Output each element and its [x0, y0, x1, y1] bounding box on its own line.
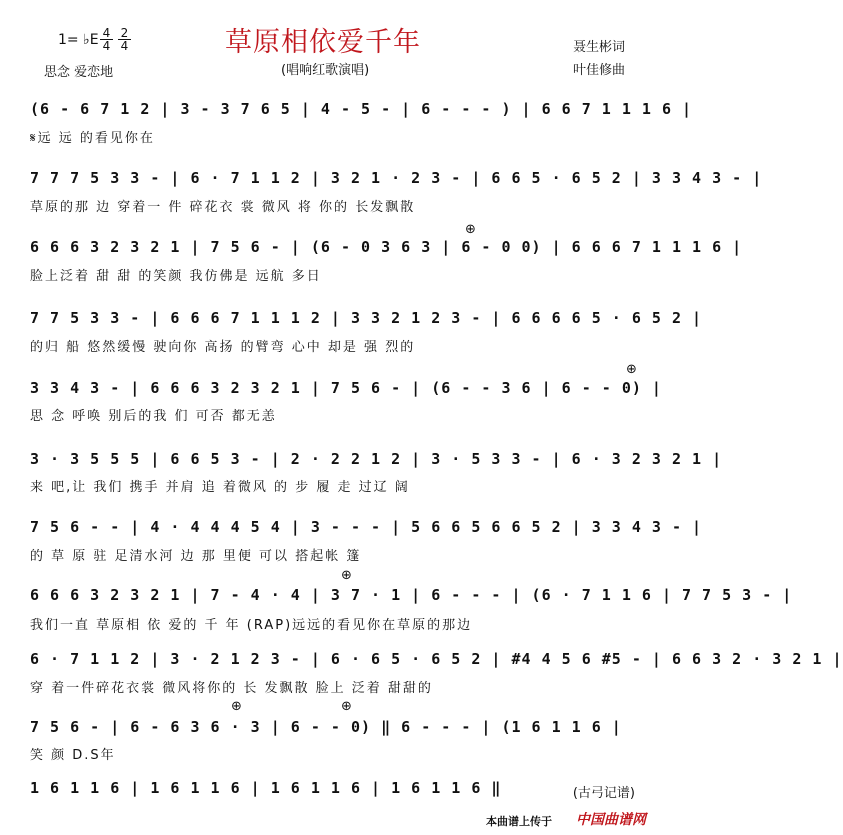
site-logo: 中国曲谱网 [576, 812, 646, 828]
time-sig-bottom: 4 [102, 39, 111, 53]
performer-note: (唱响红歌演唱) [281, 63, 370, 78]
page-title: 草原相依爱千年 [225, 27, 421, 58]
notation-line: 7 7 7 5 3 3 - | 6 · 7 1 1 2 | 3 2 1 · 2 3 - | 6 6 5 · 6 5 2 | 3 3 4 3 - | [30, 169, 763, 187]
notation-line: (6 - 6 7 1 2 | 3 - 3 7 6 5 | 4 - 5 - | 6 - - - ) | 6 6 7 1 1 1 6 | [30, 100, 693, 118]
lyric-line: 𝄋远 远 的看见你在 [30, 131, 155, 146]
notation-line: 7 7 5 3 3 - | 6 6 6 7 1 1 1 2 | 3 3 2 1 2 3 - | 6 6 6 6 5 · 6 5 2 | [30, 309, 703, 327]
coda-icon: ⊕ [231, 699, 242, 714]
upload-note: 本曲谱上传于 [486, 815, 552, 828]
notation-line: 6 · 7 1 1 2 | 3 · 2 1 2 3 - | 6 · 6 5 · 6 5 2 | #4 4 5 6 #5 - | 6 6 3 2 · 3 2 1 | [30, 650, 843, 668]
time-sig-top: 4 [100, 27, 113, 40]
lyric-line: 笑 颜 D.S年 [30, 748, 116, 763]
lyricist-credit: 聂生彬词 [572, 40, 625, 55]
time-signature-two-four [118, 27, 131, 52]
lyric-line: 脸上泛着 甜 甜 的笑颜 我仿佛是 远航 多日 [30, 269, 322, 284]
lyric-line: 思 念 呼唤 别后的我 们 可否 都无恙 [30, 409, 277, 424]
notation-line: 6 6 6 3 2 3 2 1 | 7 - 4 · 4 | 3 7 · 1 | 6 - - - | (6 · 7 1 1 6 | 7 7 5 3 - | [30, 586, 793, 604]
lyric-line: 我们一直 草原相 依 爱的 千 年 (RAP)远远的看见你在草原的那边 [30, 618, 473, 633]
coda-icon: ⊕ [626, 362, 637, 377]
lyric-line: 草原的那 边 穿着一 件 碎花衣 裳 微风 将 你的 长发飘散 [30, 200, 416, 215]
coda-icon: ⊕ [341, 699, 352, 714]
time-sig-top: 2 [118, 27, 131, 40]
notation-line: 7 5 6 - - | 4 · 4 4 4 5 4 | 3 - - - | 5 6 6 5 6 6 5 2 | 3 3 4 3 - | [30, 518, 703, 536]
coda-icon: ⊕ [341, 568, 352, 583]
lyric-line: 的归 船 悠然缓慢 驶向你 高扬 的臂弯 心中 却是 强 烈的 [30, 340, 416, 355]
expression-marking: 思念 爱恋地 [44, 65, 114, 80]
notation-line: 1 6 1 1 6 | 1 6 1 1 6 | 1 6 1 1 6 | 1 6 1 1 6 ‖ [30, 779, 502, 797]
time-signature-four-four [100, 27, 113, 52]
notation-line: 3 · 3 5 5 5 | 6 6 5 3 - | 2 · 2 2 1 2 | 3 · 5 3 3 - | 6 · 3 2 3 2 1 | [30, 450, 723, 468]
lyric-line: 的 草 原 驻 足清水河 边 那 里便 可以 搭起帐 篷 [30, 549, 362, 564]
key-signature: 1= ♭E [58, 32, 99, 48]
notation-line: 3 3 4 3 - | 6 6 6 3 2 3 2 1 | 7 5 6 - | (6 - - 3 6 | 6 - - 0) | [30, 379, 662, 397]
notation-line: 7 5 6 - | 6 - 6 3 6 · 3 | 6 - - 0) ‖ 6 - - - | (1 6 1 1 6 | [30, 718, 622, 736]
lyric-line: 来 吧,让 我们 携手 并肩 追 着微风 的 步 履 走 过辽 阔 [30, 480, 410, 495]
notation-line: 6 6 6 3 2 3 2 1 | 7 5 6 - | (6 - 0 3 6 3 | 6 - 0 0) | 6 6 6 7 1 1 1 6 | [30, 238, 743, 256]
coda-icon: ⊕ [465, 222, 476, 237]
time-sig-bottom: 4 [120, 39, 129, 53]
transcriber-note: (古弓记谱) [572, 786, 635, 801]
lyric-line: 穿 着一件碎花衣裳 微风将你的 长 发飘散 脸上 泛着 甜甜的 [30, 681, 433, 696]
composer-credit: 叶佳修曲 [572, 63, 625, 78]
